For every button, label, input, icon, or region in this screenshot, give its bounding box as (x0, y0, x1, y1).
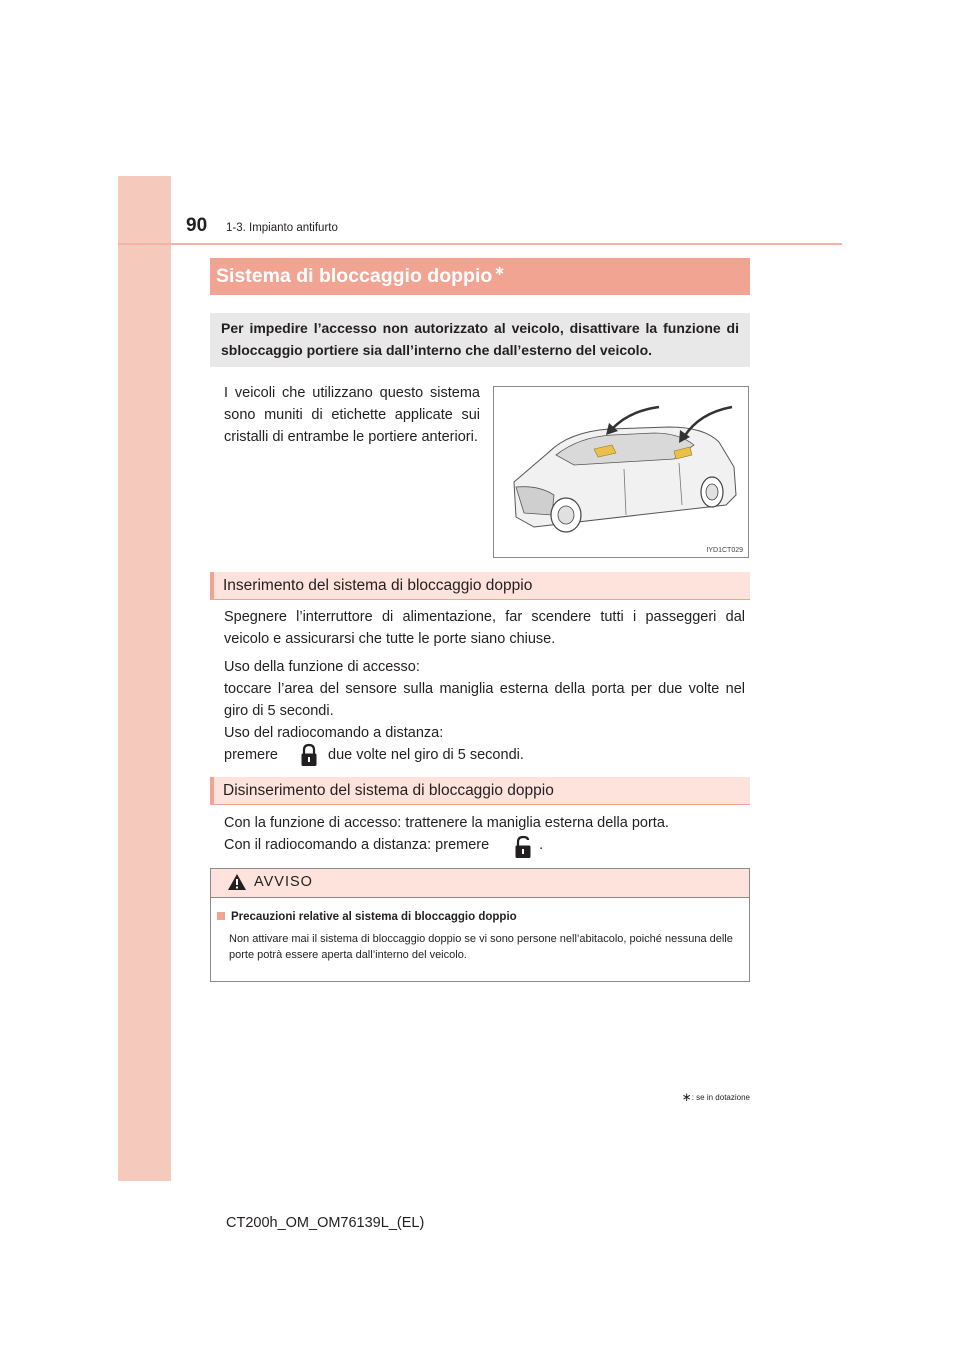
remote-method-title: Uso del radiocomando a distanza: (224, 725, 444, 741)
figure-code: IYD1CT029 (706, 547, 743, 554)
asterisk-icon: ∗ (494, 262, 506, 278)
warning-subtitle-text: Precauzioni relative al sistema di bloccaggio doppio (231, 911, 517, 923)
bullet-square-icon (217, 912, 225, 920)
car-drawing (494, 387, 748, 557)
remote-after-text: due volte nel giro di 5 secondi. (328, 747, 524, 763)
unset-heading: Disinserimento del sistema di bloccaggio doppio (210, 777, 750, 805)
section-title-text: Sistema di bloccaggio doppio (216, 265, 493, 287)
warning-title: AVVISO (254, 874, 313, 890)
unset-access-line: Con la funzione di accesso: trattenere la maniglia esterna della porta. (224, 815, 669, 831)
car-illustration (493, 386, 749, 558)
unset-remote-line (224, 834, 745, 856)
warning-text: Non attivare mai il sistema di bloccaggio doppio se vi sono persone nell’abitacolo, poiché nessuna delle porte potrà essere aperta dall’interno del veicolo. (229, 933, 733, 961)
labels-paragraph: I veicoli che utilizzano questo sistema sono muniti di etichette applicate sui cristalli di entrambe le portiere anteriori. (224, 385, 480, 445)
set-heading: Inserimento del sistema di bloccaggio doppio (210, 572, 750, 600)
warning-box (210, 868, 750, 982)
side-band (118, 176, 171, 1181)
chapter-title: 1-3. Impianto antifurto (226, 222, 338, 234)
remote-before-text: premere (224, 747, 278, 763)
header-rule (118, 243, 842, 245)
document-code: CT200h_OM_OM76139L_(EL) (226, 1215, 425, 1231)
page-number: 90 (186, 215, 208, 236)
lock-icon (300, 743, 318, 767)
unset-remote-before: Con il radiocomando a distanza: premere (224, 837, 490, 853)
access-method-text: toccare l’area del sensore sulla maniglia esterna della porta per due volte nel giro di 5 secondi. (224, 681, 745, 719)
warning-header (211, 869, 749, 898)
footnote (668, 1090, 750, 1104)
warning-triangle-icon (227, 873, 247, 891)
warning-subtitle (217, 911, 517, 923)
intro-box: Per impedire l’accesso non autorizzato al veicolo, disattivare la funzione di sbloccaggio portiere sia dall’interno che dall’esterno del veicolo. (210, 313, 750, 367)
footnote-text: : se in dotazione (691, 1093, 750, 1102)
asterisk-icon: ∗ (681, 1090, 692, 1104)
unlock-icon (514, 835, 532, 859)
unset-remote-after: . (539, 837, 544, 853)
set-step-paragraph: Spegnere l’interruttore di alimentazione, far scendere tutti i passeggeri dal veicolo e assicurarsi che tutte le porte siano chiuse. (224, 609, 745, 647)
access-method-title: Uso della funzione di accesso: (224, 659, 420, 675)
section-title (210, 258, 750, 295)
unset-paragraph (224, 812, 745, 856)
